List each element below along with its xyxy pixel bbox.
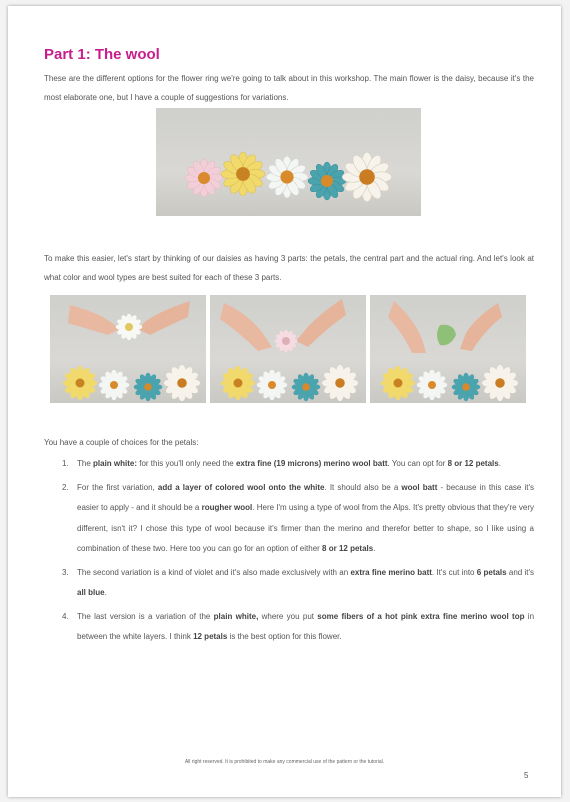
list-item (44, 478, 534, 560)
text-segment: The (77, 459, 94, 468)
text-segment: is the best option for this flower. (227, 632, 342, 641)
petal-options-list (44, 454, 534, 651)
item-text (77, 459, 501, 468)
text-segment: - because in this case it's easier to apply - and it should be a (77, 482, 535, 512)
process-photo-3 (370, 295, 526, 403)
page-title: Part 1: The wool (44, 46, 160, 63)
bold-text: wool batt (401, 482, 438, 492)
text-segment: For the first variation, (77, 482, 158, 492)
bold-text: extra fine merino batt (350, 567, 432, 577)
bold-text: 6 petals (476, 567, 507, 577)
bold-text: 8 or 12 petals (447, 459, 499, 468)
bold-text: 8 or 12 petals (322, 544, 374, 553)
list-item (44, 607, 534, 648)
copyright-footer: All right reserved. It is prohibited to make any commercial use of the pattern or the tutorial. (184, 759, 385, 765)
bold-text: extra fine (19 microns) merino wool batt (235, 459, 388, 468)
text-segment: . Here I'm using a type of wool from the Alps. It's pretty obvious that they're very different, isn't it? I chose this type of wool because it's firmer than the merino and therefor better to shape, so I like using a combination of these two. Here too you can go for an option of either (77, 503, 534, 553)
item-number: 4. (62, 611, 69, 621)
bold-text: plain white, (213, 611, 259, 621)
text-segment: and it's (506, 567, 535, 577)
text-segment: . You can opt for (387, 459, 448, 468)
page-number: 5 (524, 771, 529, 780)
text-segment: where you put (258, 611, 318, 621)
bold-text: some fibers of a hot pink extra fine merino wool top (317, 611, 525, 621)
text-segment: . (104, 588, 107, 597)
text-segment: . It should also be a (324, 482, 402, 492)
item-text (77, 483, 534, 554)
list-item (44, 454, 534, 475)
bold-text: add a layer of colored wool onto the white (157, 482, 325, 492)
daisy-variations-photo (156, 108, 421, 216)
list-item (44, 563, 534, 604)
bold-text: rougher wool (201, 503, 253, 512)
text-segment: . (373, 544, 376, 553)
text-segment: The second variation is a kind of violet and it's also made exclusively with an (77, 567, 351, 577)
process-photo-1 (50, 295, 206, 403)
three-parts-paragraph: To make this easier, let's start by thinking of our daisies as having 3 parts: the petals, the central part and the actual ring. And let's look at what color and wool types are best suited for each of these 3 parts. (44, 254, 534, 282)
text-segment: in between the white layers. I think (77, 611, 535, 641)
process-photo-2 (210, 295, 366, 403)
document-page (8, 6, 561, 797)
bold-text: plain white: (93, 459, 138, 468)
text-segment: The last version is a variation of the (77, 611, 214, 621)
text-segment: . It's cut into (431, 567, 477, 577)
bold-text: 12 petals (193, 632, 228, 641)
text-segment: . (498, 459, 501, 468)
item-text (77, 612, 534, 642)
item-number: 2. (62, 482, 69, 492)
bold-text: all blue (77, 588, 105, 597)
item-text (77, 568, 534, 598)
item-number: 1. (62, 459, 69, 468)
item-number: 3. (62, 567, 69, 577)
intro-paragraph: These are the different options for the flower ring we're going to talk about in this workshop. The main flower is the daisy, because it's the most elaborate one, but I have a couple of suggestions for variations. (44, 74, 534, 102)
choices-intro: You have a couple of choices for the petals: (44, 438, 199, 447)
text-segment: for this you'll only need the (137, 459, 236, 468)
